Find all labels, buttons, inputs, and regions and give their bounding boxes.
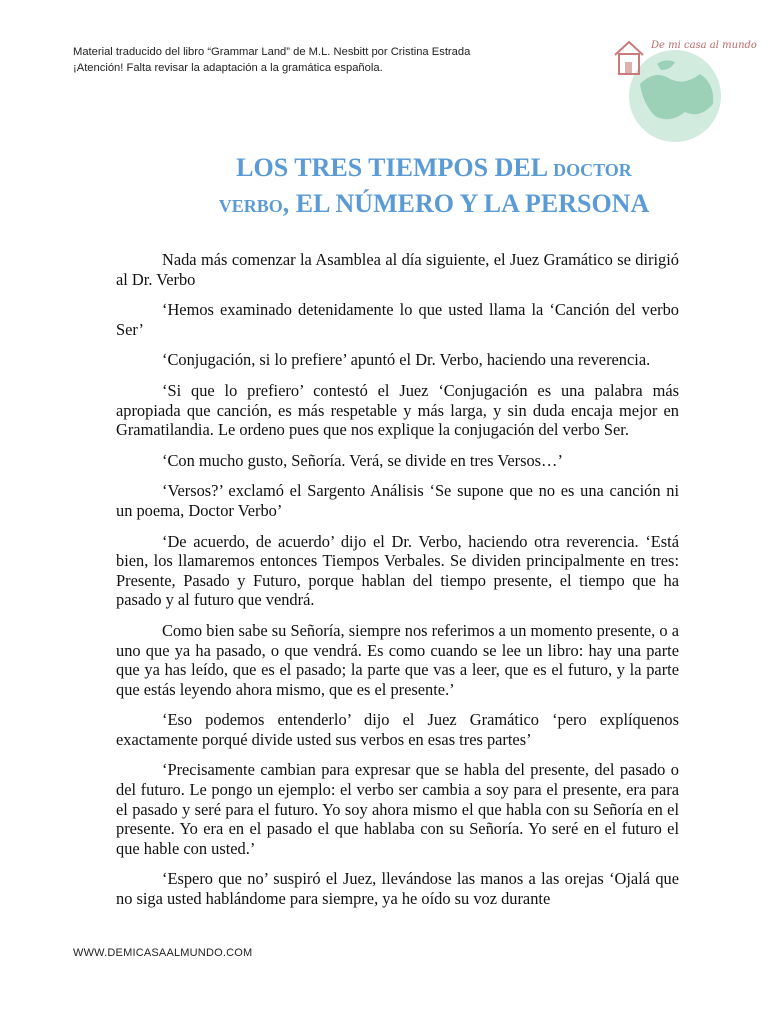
paragraph: ‘Si que lo prefiero’ contestó el Juez ‘Conjugación es una palabra más apropiada que canción, es más respetable y más larga, y sin duda encaja mejor en Gramatilandia. Le ordeno pues que nos explique la conjugación del verbo Ser. bbox=[116, 380, 679, 440]
svg-text:De mi casa al mundo: De mi casa al mundo bbox=[651, 40, 757, 51]
paragraph: Nada más comenzar la Asamblea al día siguiente, el Juez Gramático se dirigió al Dr. Verbo bbox=[116, 250, 679, 289]
translation-credit: Material traducido del libro “Grammar Land” de M.L. Nesbitt por Cristina Estrada bbox=[73, 46, 471, 58]
globe-logo-icon bbox=[605, 24, 757, 144]
footer-url: WWW.DEMICASAALMUNDO.COM bbox=[73, 947, 253, 959]
title-part-4: , EL NÚMERO Y LA PERSONA bbox=[282, 189, 650, 218]
paragraph: ‘De acuerdo, de acuerdo’ dijo el Dr. Verbo, haciendo otra reverencia. ‘Está bien, los llamaremos entonces Tiempos Verbales. Se dividen principalmente en tres: Presente, Pasado y Futuro, porque hablan del tiempo presente, el tiempo que ha pasado y al futuro que vendrá. bbox=[116, 531, 679, 610]
house-icon bbox=[615, 42, 643, 74]
paragraph: Como bien sabe su Señoría, siempre nos referimos a un momento presente, o a uno que ya ha pasado, o que vendrá. Es como cuando se lee un libro: hay una parte que ya has leído, que es el pasado; la parte que vas a leer, que es el futuro, y la parte que estás leyendo ahora mismo, que es el presente.’ bbox=[116, 620, 679, 699]
paragraph: ‘Espero que no’ suspiró el Juez, llevándose las manos a las orejas ‘Ojalá que no siga usted hablándome para siempre, ya he oído su voz durante bbox=[116, 869, 679, 909]
paragraph: ‘Precisamente cambian para expresar que se habla del presente, del pasado o del futuro. Le pongo un ejemplo: el verbo ser cambia a soy para el presente, era para el pasado y seré para el futuro. Yo soy ahora mismo el que habla con su Señoría en el presente. Yo era en el pasado el que hablaba con su Señoría. Yo seré en el futuro el que hable con usted.’ bbox=[116, 760, 679, 858]
paragraph: ‘Versos?’ exclamó el Sargento Análisis ‘Se supone que no es una canción ni un poema, Doctor Verbo’ bbox=[116, 481, 679, 520]
paragraph: ‘Hemos examinado detenidamente lo que usted llama la ‘Canción del verbo Ser’ bbox=[116, 300, 679, 339]
paragraph: ‘Conjugación, si lo prefiere’ apuntó el Dr. Verbo, haciendo una reverencia. bbox=[162, 350, 651, 370]
paragraph: ‘Con mucho gusto, Señoría. Verá, se divide en tres Versos…’ bbox=[162, 450, 563, 470]
title-part-1: LOS TRES TIEMPOS DEL bbox=[236, 153, 554, 182]
revision-warning: ¡Atención! Falta revisar la adaptación a la gramática española. bbox=[73, 62, 383, 74]
title-part-3: verbo bbox=[218, 189, 283, 218]
story-body bbox=[116, 250, 679, 920]
page-title bbox=[100, 150, 768, 222]
translation-note bbox=[73, 44, 470, 76]
title-part-2: doctor bbox=[553, 153, 632, 182]
paragraph: ‘Eso podemos entenderlo’ dijo el Juez Gramático ‘pero explíquenos exactamente porqué divide usted sus verbos en esas tres partes’ bbox=[116, 710, 679, 749]
